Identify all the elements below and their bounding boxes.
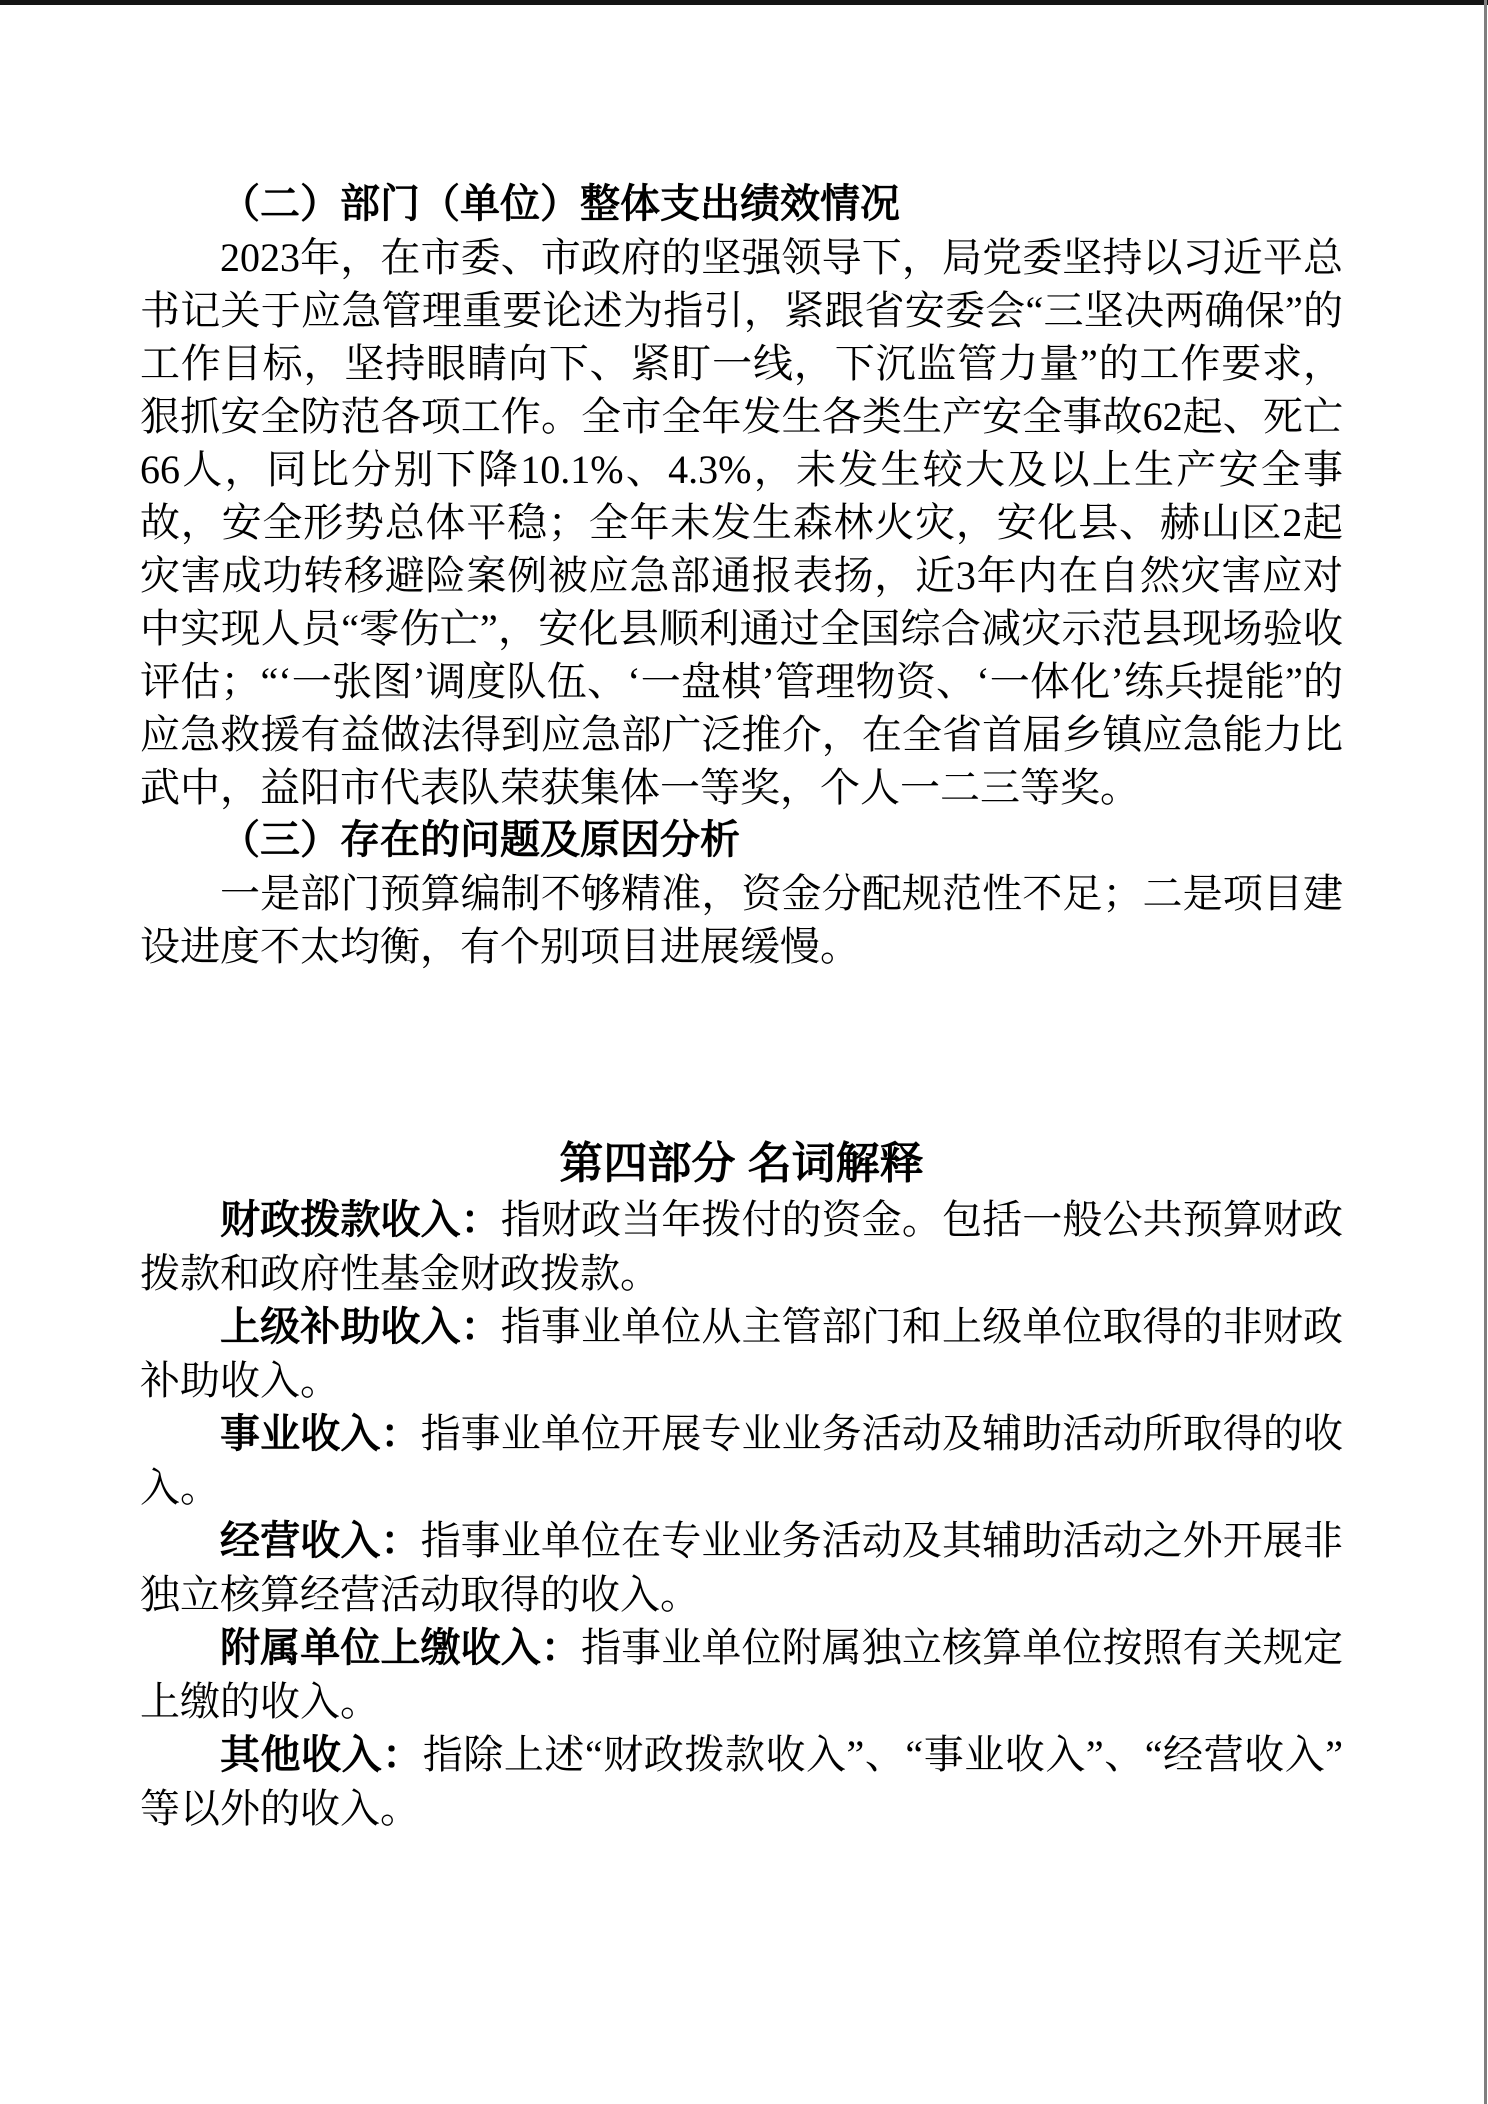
definition-paragraph [140, 1621, 1343, 1728]
part4-title: 第四部分 名词解释 [559, 1139, 924, 1188]
definition-text: 指财政当年拨付的资金。包括一般公共预算财政拨款和政府性基金财政拨款。 [140, 1197, 1344, 1296]
definition-paragraph [140, 1514, 1343, 1621]
definition-term: 事业收入： [220, 1412, 421, 1456]
definition-term: 附属单位上缴收入： [220, 1626, 581, 1670]
definition-text: 指事业单位从主管部门和上级单位取得的非财政补助收入。 [140, 1304, 1344, 1403]
definition-text: 指事业单位在专业业务活动及其辅助活动之外开展非独立核算经营活动取得的收入。 [140, 1518, 1344, 1617]
section2-heading: （二）部门（单位）整体支出绩效情况 [220, 182, 900, 226]
section2-body-paragraph: 2023年，在市委、市政府的坚强领导下，局党委坚持以习近平总书记关于应急管理重要论述为指引，紧跟省安委会“三坚决两确保”的工作目标，坚持眼睛向下、紧盯一线，下沉监管力量”的工作要求，狠抓安全防范各项工作。全市全年发生各类生产安全事故62起、死亡66人，同比分别下降10.1%、4.3%，未发生较大及以上生产安全事故，安全形势总体平稳；全年未发生森林火灾，安化县、赫山区2起灾害成功转移避险案例被应急部通报表扬，近3年内在自然灾害应对中实现人员“零伤亡”，安化县顺利通过全国综合减灾示范县现场验收评估；“‘一张图’调度队伍、‘一盘棋’管理物资、‘一体化’练兵提能”的应急救援有益做法得到应急部广泛推介，在全省首届乡镇应急能力比武中，益阳市代表队荣获集体一等奖，个人一二三等奖。 [140, 235, 1343, 810]
section3-heading: （三）存在的问题及原因分析 [220, 818, 740, 862]
definition-text: 指除上述“财政拨款收入”、“事业收入”、“经营收入”等以外的收入。 [140, 1732, 1343, 1831]
page-top-border [0, 0, 1488, 5]
page-content [140, 178, 1343, 1835]
section3-body-paragraph: 一是部门预算编制不够精准，资金分配规范性不足；二是项目建设进度不太均衡，有个别项目进展缓慢。 [140, 871, 1343, 969]
definition-paragraph [140, 1193, 1343, 1300]
definition-term: 经营收入： [220, 1519, 421, 1563]
definition-text: 指事业单位附属独立核算单位按照有关规定上缴的收入。 [140, 1625, 1343, 1724]
definition-paragraph [140, 1300, 1343, 1407]
definition-term: 上级补助收入： [220, 1305, 501, 1349]
definition-text: 指事业单位开展专业业务活动及辅助活动所取得的收入。 [140, 1411, 1344, 1510]
page-right-border [1484, 0, 1487, 2104]
definition-term: 其他收入： [220, 1733, 423, 1777]
definition-term: 财政拨款收入： [220, 1198, 501, 1242]
definition-paragraph [140, 1407, 1343, 1514]
definition-paragraph [140, 1728, 1343, 1835]
